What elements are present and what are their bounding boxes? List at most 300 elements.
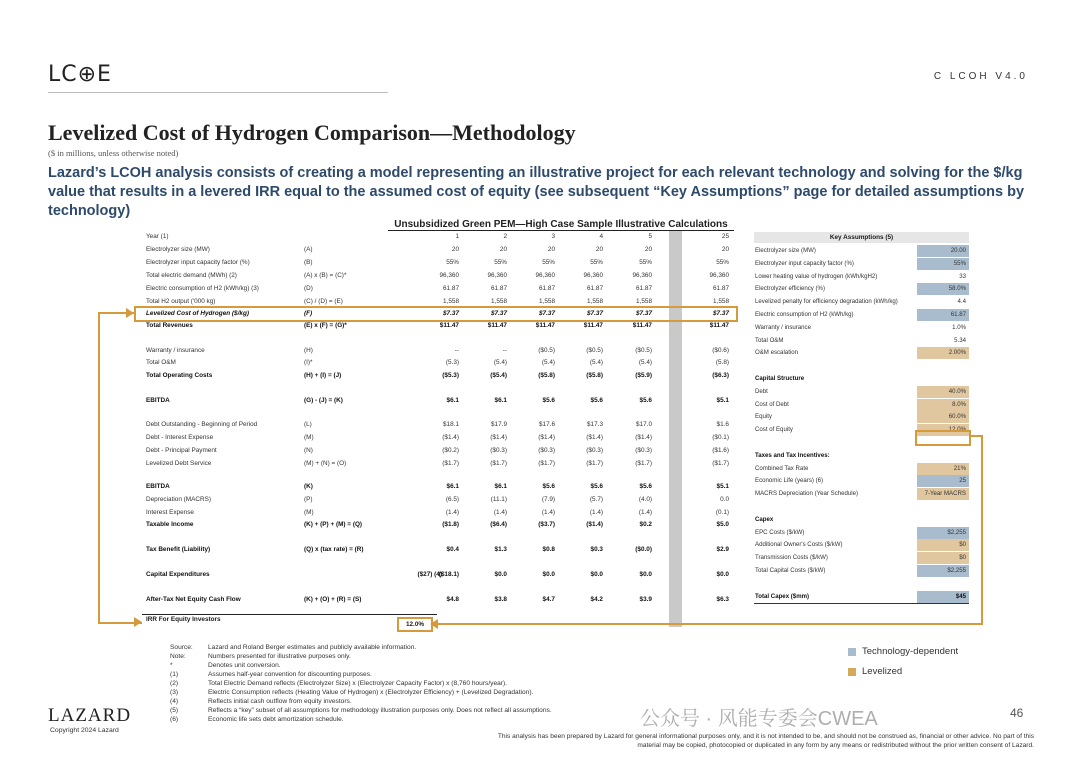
row-value: ($0.5) [586, 347, 603, 354]
row-value: $7.37 [636, 310, 652, 317]
row-value: ($0.5) [538, 347, 555, 354]
row-value: $0.8 [542, 546, 555, 553]
assumption-label: Warranty / insurance [755, 323, 811, 331]
row-label: Depreciation (MACRS) [146, 496, 211, 503]
row-value: ($1.6) [712, 447, 729, 454]
row-value: 4 [599, 233, 603, 240]
assumption-label: Electric consumption of H2 (kWh/kg) [755, 311, 854, 318]
row-value: $5.6 [639, 483, 652, 490]
assumption-value: 4.4 [957, 298, 966, 306]
footnote-key: (6) [170, 716, 179, 723]
row-label: Warranty / insurance [146, 347, 205, 354]
row-formula: (K) + (O) + (R) = (S) [304, 596, 362, 603]
row-label: EBITDA [146, 483, 170, 490]
row-value: $0.4 [446, 546, 459, 553]
footnote-key: (2) [170, 680, 179, 687]
legend-swatch-tech [848, 648, 856, 656]
assumption-label: Cost of Equity [755, 426, 793, 434]
row-value: 61.87 [636, 285, 652, 292]
row-value: $7.37 [491, 310, 507, 317]
row-value: $4.2 [590, 596, 603, 603]
row-value: $5.1 [716, 397, 729, 404]
row-value: 55% [716, 259, 729, 266]
row-value: (5.8) [715, 359, 729, 366]
assumption-label: Equity [755, 413, 772, 421]
row-value: 20 [451, 246, 459, 253]
row-value: -- [502, 347, 507, 354]
row-value: (5.4) [541, 359, 555, 366]
row-value: $0.0 [590, 571, 603, 578]
row-value: $6.1 [494, 397, 507, 404]
row-value: 20 [595, 246, 603, 253]
footnote-key: (4) [170, 698, 179, 705]
row-value: 20 [499, 246, 507, 253]
footnote [170, 697, 650, 706]
disclaimer: This analysis has been prepared by Lazard for general informational purposes only, and it is not intended to be, and should not be construed as, financial or other advice. No part of this material may be copied, photocopied or duplicated in any form by any means or redistributed without the prior written consent of Lazard. [497, 733, 1034, 749]
row-value: 1,558 [587, 298, 603, 305]
assumption-value: 12.0% [917, 424, 969, 436]
assumption-row [754, 501, 969, 513]
assumption-value: 33 [959, 272, 966, 280]
row-value: 61.87 [713, 285, 729, 292]
assumption-value: 2.00% [917, 347, 969, 359]
footnote [170, 688, 650, 697]
row-value: (5.4) [638, 359, 652, 366]
row-value: $11.47 [439, 322, 459, 329]
row-value: ($1.7) [490, 460, 507, 467]
row-value: $1.3 [494, 546, 507, 553]
row-formula: (M) + (N) = (O) [304, 460, 347, 467]
row-value: 1,558 [491, 298, 507, 305]
assumption-label: Debt [755, 387, 768, 395]
row-value: $0.0 [639, 571, 652, 578]
row-value: ($0.0) [635, 546, 652, 553]
row-value: (4.0) [638, 496, 652, 503]
assumption-value: $0 [917, 539, 969, 551]
row-value: 96,360 [439, 272, 459, 279]
assumption-value: $0 [917, 552, 969, 564]
row-value: 96,360 [632, 272, 652, 279]
assumption-row [754, 565, 969, 577]
row-value: 25 [721, 233, 729, 240]
lazard-logo: LAZARD [48, 705, 132, 726]
row-value: $0.0 [494, 571, 507, 578]
assumption-value: 1.0% [952, 323, 966, 331]
assumption-value [917, 360, 969, 372]
row-value: (1.4) [445, 509, 459, 516]
row-value: ($1.4) [490, 434, 507, 441]
assumption-row [754, 271, 969, 283]
row-formula: (K) [304, 483, 313, 490]
row-value: $6.1 [446, 397, 459, 404]
assumption-value: $45 [917, 591, 969, 603]
row-value: ($0.6) [712, 347, 729, 354]
row-value: (1.4) [493, 509, 507, 516]
row-value: ($1.8) [442, 521, 459, 528]
row-value: 1,558 [539, 298, 555, 305]
assumption-row [754, 578, 969, 590]
row-value: 61.87 [587, 285, 603, 292]
row-value: ($0.3) [538, 447, 555, 454]
assumption-label: Electrolyzer size (MW) [755, 247, 816, 254]
row-value: (6.5) [445, 496, 459, 503]
row-value: ($5.3) [442, 372, 459, 379]
row-label: Interest Expense [146, 509, 194, 516]
assumption-row [754, 322, 969, 334]
assumption-row [754, 475, 969, 487]
footnote-text: Lazard and Roland Berger estimates and publicly available information. [208, 644, 417, 651]
row-formula: (D) [304, 285, 313, 292]
assumption-value: 7-Year MACRS [917, 488, 969, 500]
row-value: (5.4) [589, 359, 603, 366]
row-label: Total O&M [146, 359, 176, 366]
row-value: ($5.9) [635, 372, 652, 379]
row-value: $0.0 [542, 571, 555, 578]
assumption-label: Electrolyzer efficiency (%) [755, 285, 825, 293]
footnote-text: Total Electric Demand reflects (Electrolyzer Size) x (Electrolyzer Capacity Factor) x (8,760 hours/year). [208, 680, 508, 687]
assumption-label: Total O&M [755, 336, 784, 344]
row-label: Debt - Principal Payment [146, 447, 217, 454]
row-value: 2 [503, 233, 507, 240]
row-value: 61.87 [539, 285, 555, 292]
row-label: Electrolyzer input capacity factor (%) [146, 259, 250, 266]
row-value: 5 [648, 233, 652, 240]
row-value: (5.3) [445, 359, 459, 366]
arrow-right-vertical [981, 435, 983, 625]
copyright: Copyright 2024 Lazard [50, 727, 119, 734]
row-value: (1.4) [541, 509, 555, 516]
assumption-row [754, 463, 969, 475]
row-value: 20 [644, 246, 652, 253]
assumption-value: $2,255 [917, 565, 969, 577]
footnote [170, 661, 650, 670]
assumption-label: Taxes and Tax Incentives: [755, 451, 830, 459]
row-value: ($6.4) [490, 521, 507, 528]
row-label: Debt Outstanding - Beginning of Period [146, 421, 258, 428]
row-value: $2.9 [716, 546, 729, 553]
assumption-row [754, 245, 969, 257]
footnote-text: Denotes unit conversion. [208, 662, 281, 669]
assumption-row [754, 309, 969, 321]
assumption-row [754, 539, 969, 551]
row-formula: (P) [304, 496, 313, 503]
arrow-left-vertical [98, 312, 100, 624]
assumption-value: 61.87 [917, 309, 969, 321]
row-value: 61.87 [443, 285, 459, 292]
assumption-value: 60.0% [917, 411, 969, 423]
row-formula: (E) x (F) = (G)* [304, 322, 347, 329]
row-value: 96,360 [583, 272, 603, 279]
row-value: $11.47 [583, 322, 603, 329]
row-value: ($1.7) [635, 460, 652, 467]
row-value: $5.1 [716, 483, 729, 490]
row-value: 1 [455, 233, 459, 240]
assumption-value [917, 501, 969, 513]
assumption-value: 21% [917, 463, 969, 475]
key-assumptions-header: Key Assumptions (5) [754, 232, 969, 243]
row-value: $4.8 [446, 596, 459, 603]
footnote-text: Reflects a “key” subset of all assumptions for methodology illustration purposes only. Does not reflect all assumptions. [208, 707, 552, 714]
arrowhead-icon [134, 617, 142, 627]
row-value: (5.4) [493, 359, 507, 366]
assumption-row [754, 488, 969, 500]
row-value: ($1.4) [442, 434, 459, 441]
assumption-label: Electrolyzer input capacity factor (%) [755, 259, 854, 267]
assumption-row [754, 552, 969, 564]
row-value: $6.1 [446, 483, 459, 490]
row-value: $1.6 [716, 421, 729, 428]
assumption-row [754, 386, 969, 398]
row-value: $5.6 [542, 397, 555, 404]
row-value: ($18.1) [438, 571, 459, 578]
assumption-row [754, 399, 969, 411]
footnote-key: Source: [170, 644, 193, 651]
row-value: 1,558 [713, 298, 729, 305]
row-value: $17.0 [636, 421, 652, 428]
row-value: $6.1 [494, 483, 507, 490]
page-number: 46 [1010, 706, 1024, 720]
row-label: Levelized Cost of Hydrogen ($/kg) [146, 310, 249, 317]
footnote [170, 643, 650, 652]
footnotes [170, 643, 650, 724]
row-value: ($0.5) [635, 347, 652, 354]
assumption-value: 58.0% [917, 283, 969, 295]
assumption-label: Lower heating value of hydrogen (kWh/kgH2) [755, 272, 878, 280]
row-label: EBITDA [146, 397, 170, 404]
lcoe-logo: LC⊕E [48, 62, 112, 87]
footnote-text: Numbers presented for illustrative purposes only. [208, 653, 351, 660]
row-year0-value: ($27) (4) [417, 571, 442, 578]
assumption-label: Additional Owner's Costs ($/kW) [755, 541, 843, 549]
row-value: ($0.3) [635, 447, 652, 454]
assumption-value: $2,255 [917, 527, 969, 539]
row-value: $5.6 [590, 483, 603, 490]
doc-version-label: C LCOH V4.0 [933, 71, 1028, 82]
footnote-key: * [170, 662, 173, 669]
row-formula: (B) [304, 259, 313, 266]
row-label: Electrolyzer size (MW) [146, 246, 210, 253]
row-formula: (M) [304, 509, 314, 516]
assumption-value [917, 514, 969, 526]
header-divider [48, 92, 388, 93]
row-label: Levelized Debt Service [146, 460, 212, 467]
assumption-value: 25 [917, 475, 969, 487]
row-value: ($1.4) [538, 434, 555, 441]
row-value: $11.47 [487, 322, 507, 329]
lcoh-row-highlight [134, 306, 738, 322]
assumption-value: 55% [917, 258, 969, 270]
footnote [170, 706, 650, 715]
row-value: (0.1) [715, 509, 729, 516]
row-value: $6.3 [716, 596, 729, 603]
row-value: 1,558 [636, 298, 652, 305]
page-title: Levelized Cost of Hydrogen Comparison—Methodology [48, 120, 576, 145]
row-formula: (A) x (B) = (C)* [304, 272, 347, 279]
row-label: Debt - Interest Expense [146, 434, 214, 441]
row-value: 61.87 [491, 285, 507, 292]
row-value: (1.4) [638, 509, 652, 516]
row-value: (1.4) [589, 509, 603, 516]
row-label: Capital Expenditures [146, 571, 210, 578]
assumption-label: Total Capex ($mm) [755, 592, 810, 600]
footnote-key: (5) [170, 707, 179, 714]
assumption-value [917, 373, 969, 385]
assumption-row [754, 373, 969, 385]
row-value: $11.47 [632, 322, 652, 329]
footnote-key: (1) [170, 671, 179, 678]
row-value: $17.3 [587, 421, 603, 428]
assumption-value: 20.00 [917, 245, 969, 257]
footnote [170, 652, 650, 661]
row-label: Tax Benefit (Liability) [146, 546, 211, 553]
row-formula: (N) [304, 447, 313, 454]
row-value: $7.37 [539, 310, 555, 317]
row-value: ($1.7) [586, 460, 603, 467]
assumption-label: Economic Life (years) (6) [755, 477, 824, 485]
table-title: Unsubsidized Green PEM—High Case Sample Illustrative Calculations [394, 219, 728, 230]
irr-value: 12.0% [397, 617, 433, 632]
row-value: $0.2 [639, 521, 652, 528]
row-value: ($1.7) [442, 460, 459, 467]
legend-label: Levelized [862, 666, 903, 677]
footnote-key: (3) [170, 689, 179, 696]
assumption-label: Combined Tax Rate [755, 464, 809, 472]
row-formula: (Q) x (tax rate) = (R) [304, 546, 364, 553]
row-value: $7.37 [587, 310, 603, 317]
footnote-key: Note: [170, 653, 186, 660]
row-value: $7.37 [713, 310, 729, 317]
row-formula: (C) / (D) = (E) [304, 298, 343, 305]
row-value: ($6.3) [712, 372, 729, 379]
footnote [170, 670, 650, 679]
row-value: 1,558 [443, 298, 459, 305]
row-value: (5.7) [589, 496, 603, 503]
row-value: $17.9 [491, 421, 507, 428]
assumption-row [754, 347, 969, 359]
row-value: $7.37 [443, 310, 459, 317]
row-value: 96,360 [709, 272, 729, 279]
row-value: ($0.3) [586, 447, 603, 454]
assumption-row [754, 360, 969, 372]
row-value: $18.1 [443, 421, 459, 428]
row-value: (11.1) [490, 496, 507, 503]
row-value: $11.47 [709, 322, 729, 329]
assumption-label: EPC Costs ($/kW) [755, 528, 805, 536]
assumption-row [754, 527, 969, 539]
footnote-text: Reflects initial cash outflow from equity investors. [208, 698, 352, 705]
assumption-label: Capital Structure [755, 375, 805, 382]
assumption-label: Levelized penalty for efficiency degradation (kWh/kg) [755, 298, 898, 306]
assumption-bottom-rule [754, 603, 969, 604]
assumption-row [754, 296, 969, 308]
row-value: $4.7 [542, 596, 555, 603]
row-value: $5.6 [542, 483, 555, 490]
row-label: Total H2 output ('000 kg) [146, 298, 216, 305]
wechat-watermark: 公众号 · 风能专委会CWEA [640, 708, 878, 730]
row-value: (7.9) [541, 496, 555, 503]
row-value: 55% [542, 259, 555, 266]
cost-of-equity-highlight [915, 430, 971, 446]
row-value: 3 [551, 233, 555, 240]
row-label: After-Tax Net Equity Cash Flow [146, 596, 241, 603]
row-value: ($3.7) [538, 521, 555, 528]
row-value: 55% [590, 259, 603, 266]
assumption-label: Total Capital Costs ($/kW) [755, 567, 826, 574]
row-value: 55% [494, 259, 507, 266]
row-value: $17.6 [539, 421, 555, 428]
assumption-row [754, 514, 969, 526]
footnote-text: Electric Consumption reflects (Heating Value of Hydrogen) x (Electrolyzer Efficiency) + (Levelized Degradation). [208, 689, 534, 696]
row-value: ($5.8) [586, 372, 603, 379]
row-label: Year (1) [146, 233, 169, 240]
row-value: 0.0 [720, 496, 729, 503]
row-value: $5.6 [590, 397, 603, 404]
row-value: ($5.4) [490, 372, 507, 379]
row-formula: (F) [304, 310, 313, 317]
row-value: ($1.7) [712, 460, 729, 467]
assumption-row [754, 450, 969, 462]
legend-swatch-levelized [848, 668, 856, 676]
irr-label: IRR For Equity Investors [146, 616, 221, 623]
intro-paragraph: Lazard’s LCOH analysis consists of creating a model representing an illustrative project for each relevant technology and solving for the $/kg value that results in a levered IRR equal to the assumed cost of equity (see subsequent “Key Assumptions” page for detailed assumptions by technology) [48, 165, 1025, 219]
footnote [170, 679, 650, 688]
row-value: ($1.4) [586, 521, 603, 528]
row-value: 20 [547, 246, 555, 253]
row-value: 96,360 [487, 272, 507, 279]
assumption-label: O&M escalation [755, 349, 799, 357]
row-formula: (I)* [304, 359, 313, 366]
row-value: ($0.2) [442, 447, 459, 454]
row-value: $5.0 [716, 521, 729, 528]
legend-label: Technology-dependent [862, 646, 959, 657]
footnote-text: Economic life sets debt amortization schedule. [208, 716, 344, 723]
assumption-value: 5.34 [954, 336, 966, 344]
row-value: 55% [639, 259, 652, 266]
assumption-row [754, 283, 969, 295]
row-value: ($1.4) [586, 434, 603, 441]
row-value: ($1.4) [635, 434, 652, 441]
arrowhead-icon [430, 619, 438, 629]
row-formula: (H) [304, 347, 313, 354]
row-value: $11.47 [535, 322, 555, 329]
arrow-right-bottom [436, 623, 983, 625]
row-value: $5.6 [639, 397, 652, 404]
ellipsis-column-shade [669, 231, 682, 627]
assumption-value [917, 578, 969, 590]
footnote [170, 715, 650, 724]
row-value: 96,360 [535, 272, 555, 279]
row-value: ($5.8) [538, 372, 555, 379]
assumption-row [754, 335, 969, 347]
row-value: -- [454, 347, 459, 354]
assumption-label: Cost of Debt [755, 400, 789, 408]
assumption-label: Transmission Costs ($/kW) [755, 554, 828, 562]
row-value: ($1.7) [538, 460, 555, 467]
row-formula: (K) + (P) + (M) = (Q) [304, 521, 363, 528]
assumption-value [917, 450, 969, 462]
footnote-text: Assumes half-year convention for discounting purposes. [208, 671, 372, 678]
row-formula: (L) [304, 421, 312, 428]
row-value: ($0.1) [712, 434, 729, 441]
assumption-row [754, 591, 969, 603]
row-label: Total Revenues [146, 322, 193, 329]
row-formula: (G) - (J) = (K) [304, 397, 343, 404]
row-value: 20 [721, 246, 729, 253]
row-value: $3.9 [639, 596, 652, 603]
assumption-row [754, 258, 969, 270]
assumption-label: Capex [755, 515, 774, 523]
row-formula: (H) + (I) = (J) [304, 372, 342, 379]
